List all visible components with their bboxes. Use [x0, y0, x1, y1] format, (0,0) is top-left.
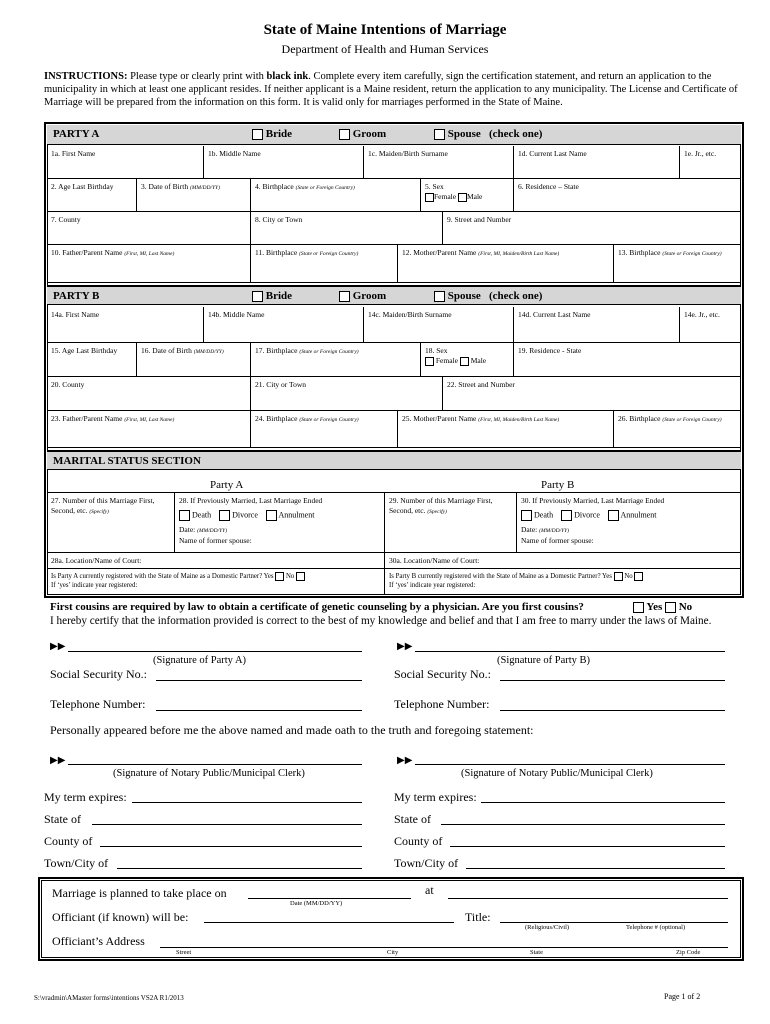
field-5-label: 5. Sex — [425, 182, 444, 191]
party-b-phone-label: Telephone Number: — [394, 697, 490, 711]
dp-b-no-label: No — [624, 573, 633, 581]
field-10[interactable] — [47, 245, 251, 283]
field-7[interactable] — [47, 212, 251, 245]
notary-b-state-label: State of — [394, 812, 431, 826]
field-6[interactable] — [514, 179, 741, 212]
dp-a-yes-checkbox[interactable] — [275, 572, 284, 581]
page-title: State of Maine Intentions of Marriage — [263, 22, 507, 38]
notary-b-term-field[interactable] — [481, 802, 725, 803]
party-b-heading: PARTY B — [53, 290, 100, 302]
party-a-ssn-label: Social Security No.: — [50, 667, 147, 681]
field-30 — [517, 492, 741, 553]
officiant-title-field[interactable] — [500, 922, 728, 923]
party-a-spouse-checkbox[interactable] — [434, 129, 445, 140]
party-b-female-label: Female — [435, 356, 458, 365]
field-24-label: 24. Birthplace — [255, 414, 298, 423]
field-27-label: 27. Number of this Marriage First, Second, etc. — [51, 496, 155, 515]
arrow-icon: ▶▶ — [397, 641, 413, 652]
party-b-groom-checkbox[interactable] — [339, 291, 350, 302]
field-29[interactable] — [385, 492, 517, 553]
notary-a-signature-line[interactable] — [68, 764, 362, 765]
party-a-band — [47, 125, 741, 145]
arrow-icon: ▶▶ — [397, 755, 413, 766]
party-b-death-checkbox[interactable] — [521, 510, 532, 521]
field-19[interactable] — [514, 343, 741, 377]
notary-a-term-label: My term expires: — [44, 790, 127, 804]
field-19-label: 19. Residence - State — [518, 346, 582, 355]
planned-location-field[interactable] — [448, 898, 728, 899]
field-21-label: 21. City or Town — [255, 380, 307, 389]
notary-a-town-field[interactable] — [117, 868, 362, 869]
field-1e[interactable] — [680, 146, 741, 179]
field-1d[interactable] — [514, 146, 680, 179]
field-21[interactable] — [251, 377, 443, 411]
field-14b-label: 14b. Middle Name — [208, 310, 265, 319]
field-24[interactable] — [251, 411, 398, 448]
field-25-hint: (First, MI, Maiden/Birth Last Name) — [478, 417, 560, 423]
party-b-groom-label: Groom — [352, 290, 387, 302]
cousins-no-label: No — [678, 601, 693, 613]
notary-b-term-label: My term expires: — [394, 790, 477, 804]
officiant-title-label: Title: — [465, 910, 491, 924]
instructions-text-2: . Complete every item carefully, sign the certification statement, and return an application to the municipality in which at least one applicant resides. If neither applicant is a Maine resident, return the application to any municipality. The License and Certificate of Marriage will be prepared from the information on this form. It is valid only for marriages performed in the State of Maine. — [44, 71, 738, 108]
field-16-hint: (MM/DD/YY) — [193, 349, 224, 355]
certification-statement: I hereby certify that the information provided is correct to the best of my knowledge and belief and that I am free to marry under the laws of Maine. — [50, 615, 712, 627]
field-14d[interactable] — [514, 307, 680, 343]
notary-a-county-label: County of — [44, 834, 93, 848]
party-a-bride-checkbox[interactable] — [252, 129, 263, 140]
field-4-label: 4. Birthplace — [255, 182, 294, 191]
field-23[interactable] — [47, 411, 251, 448]
planned-date-hint: Date (MM/DD/YY) — [290, 900, 343, 907]
party-b-death-label: Death — [534, 510, 554, 520]
field-12-hint: (First, MI, Maiden/Birth Last Name) — [478, 251, 560, 257]
domestic-partner-a — [47, 569, 385, 595]
party-b-signature-label: (Signature of Party B) — [497, 655, 591, 666]
party-b-ssn-label: Social Security No.: — [394, 667, 491, 681]
party-b-date-label: Date: — [521, 525, 538, 534]
party-a-phone-field[interactable] — [156, 710, 362, 711]
page-subtitle: Department of Health and Human Services — [281, 42, 489, 56]
party-b-signature-line[interactable] — [415, 651, 725, 652]
party-b-male-checkbox[interactable] — [460, 357, 469, 366]
notary-a-town-label: Town/City of — [44, 856, 109, 870]
notary-b-signature-line[interactable] — [415, 764, 725, 765]
party-b-date-hint: (MM/DD/YY) — [539, 528, 570, 534]
field-24-hint: (State or Foreign Country) — [299, 417, 359, 423]
party-a-male-label: Male — [466, 192, 483, 201]
field-30-label: 30. If Previously Married, Last Marriage Ended — [521, 496, 665, 505]
field-25[interactable] — [398, 411, 614, 448]
field-14b[interactable] — [204, 307, 364, 343]
party-a-female-label: Female — [434, 192, 457, 201]
notary-a-signature-label: (Signature of Notary Public/Municipal Clerk) — [113, 768, 305, 779]
field-12[interactable] — [398, 245, 614, 283]
planned-at-label: at — [425, 883, 434, 897]
notary-a-term-field[interactable] — [132, 802, 362, 803]
field-1e-label: 1e. Jr., etc. — [684, 149, 717, 158]
field-3-hint: (MM/DD/YY) — [189, 185, 220, 191]
notary-a-state-label: State of — [44, 812, 81, 826]
officiant-address-field[interactable] — [160, 947, 728, 948]
field-17-hint: (State or Foreign Country) — [299, 349, 359, 355]
party-b-spouse-label: Spouse (check one) — [447, 290, 543, 302]
field-23-hint: (First, MI, Last Name) — [124, 417, 175, 423]
party-a-heading: PARTY A — [53, 128, 100, 140]
party-b-bride-checkbox[interactable] — [252, 291, 263, 302]
oath-statement: Personally appeared before me the above named and made oath to the truth and foregoing statement: — [50, 723, 534, 737]
dp-b-no-checkbox[interactable] — [634, 572, 643, 581]
field-11-hint: (State or Foreign Country) — [299, 251, 359, 257]
field-3[interactable] — [137, 179, 251, 212]
dp-a-question: Is Party A currently registered with the State of Maine as a Domestic Partner? Yes — [51, 573, 274, 581]
party-a-death-label: Death — [192, 510, 212, 520]
instructions — [44, 70, 744, 109]
party-b-ssn-field[interactable] — [500, 680, 725, 681]
field-13-hint: (State or Foreign Country) — [662, 251, 722, 257]
cousins-yes-label: Yes — [646, 601, 663, 613]
field-29-hint: (Specify) — [427, 509, 447, 515]
domestic-partner-b — [385, 569, 741, 595]
dp-b-question: Is Party B currently registered with the State of Maine as a Domestic Partner? Yes — [389, 573, 612, 581]
notary-b-state-field[interactable] — [441, 824, 725, 825]
field-12-label: 12. Mother/Parent Name — [402, 248, 477, 257]
notary-b-county-label: County of — [394, 834, 443, 848]
party-a-date-label: Date: — [179, 525, 196, 534]
planned-date-field[interactable] — [248, 898, 411, 899]
party-b-male-label: Male — [470, 356, 487, 365]
party-b-divorce-label: Divorce — [574, 510, 600, 520]
field-27[interactable] — [47, 492, 175, 553]
party-a-ssn-field[interactable] — [156, 680, 362, 681]
officiant-name-field[interactable] — [204, 922, 454, 923]
field-14d-label: 14d. Current Last Name — [518, 310, 591, 319]
party-b-former-spouse-label: Name of former spouse: — [521, 536, 594, 545]
party-a-female-checkbox[interactable] — [425, 193, 434, 202]
field-28a-label: 28a. Location/Name of Court: — [51, 556, 142, 565]
field-29-label: 29. Number of this Marriage First, Second, etc. — [389, 496, 493, 515]
field-18-label: 18. Sex — [425, 346, 448, 355]
officiant-tel-hint: Telephone # (optional) — [626, 924, 686, 931]
field-10-hint: (First, MI, Last Name) — [124, 251, 175, 257]
notary-b-county-field[interactable] — [450, 846, 725, 847]
party-a-annulment-label: Annulment — [278, 510, 315, 520]
party-a-former-spouse-label: Name of former spouse: — [179, 536, 252, 545]
cousins-yes-checkbox[interactable] — [633, 602, 644, 613]
field-1c[interactable] — [364, 146, 514, 179]
field-14a-label: 14a. First Name — [51, 310, 100, 319]
party-a-signature-label: (Signature of Party A) — [153, 655, 247, 666]
field-2[interactable] — [47, 179, 137, 212]
notary-b-signature-label: (Signature of Notary Public/Municipal Clerk) — [461, 768, 653, 779]
field-28a[interactable] — [47, 553, 385, 569]
field-6-label: 6. Residence – State — [518, 182, 579, 191]
field-14a[interactable] — [47, 307, 204, 343]
field-28-label: 28. If Previously Married, Last Marriage Ended — [179, 496, 323, 505]
field-8[interactable] — [251, 212, 443, 245]
officiant-address-label: Officiant’s Address — [52, 934, 145, 948]
field-11-label: 11. Birthplace — [255, 248, 298, 257]
field-25-label: 25. Mother/Parent Name — [402, 414, 477, 423]
party-a-groom-label: Groom — [352, 128, 387, 140]
field-9[interactable] — [443, 212, 741, 245]
field-14c[interactable] — [364, 307, 514, 343]
party-a-date-hint: (MM/DD/YY) — [197, 528, 228, 534]
instructions-text-1: Please type or clearly print with — [127, 71, 267, 82]
party-b-bride-label: Bride — [265, 290, 293, 302]
arrow-icon: ▶▶ — [50, 755, 66, 766]
field-15[interactable] — [47, 343, 137, 377]
dp-a-no-checkbox[interactable] — [296, 572, 305, 581]
party-b-spouse-checkbox[interactable] — [434, 291, 445, 302]
field-17[interactable] — [251, 343, 421, 377]
party-a-divorce-label: Divorce — [232, 510, 258, 520]
party-b-band — [47, 285, 741, 305]
field-15-label: 15. Age Last Birthday — [51, 346, 118, 355]
field-1b[interactable] — [204, 146, 364, 179]
field-13[interactable] — [614, 245, 741, 283]
field-4[interactable] — [251, 179, 421, 212]
notary-b-town-field[interactable] — [466, 868, 725, 869]
field-8-label: 8. City or Town — [255, 215, 303, 224]
field-13-label: 13. Birthplace — [618, 248, 661, 257]
dp-b-yes-checkbox[interactable] — [614, 572, 623, 581]
field-20[interactable] — [47, 377, 251, 411]
party-a-death-checkbox[interactable] — [179, 510, 190, 521]
dp-b-if-yes: If ‘yes’ indicate year registered: — [389, 582, 476, 590]
marital-party-b-label: Party B — [541, 479, 575, 491]
party-b-phone-field[interactable] — [500, 710, 725, 711]
party-b-annulment-checkbox[interactable] — [608, 510, 619, 521]
officiant-relig-hint: (Religious/Civil) — [525, 924, 570, 931]
address-city-hint: City — [387, 949, 399, 956]
field-17-label: 17. Birthplace — [255, 346, 298, 355]
party-a-divorce-checkbox[interactable] — [219, 510, 230, 521]
field-22-label: 22. Street and Number — [447, 380, 515, 389]
notary-a-state-field[interactable] — [92, 824, 362, 825]
field-14e-label: 14e. Jr., etc. — [684, 310, 720, 319]
party-a-male-checkbox[interactable] — [458, 193, 467, 202]
field-1c-label: 1c. Maiden/Birth Surname — [368, 149, 448, 158]
field-3-label: 3. Date of Birth — [141, 182, 189, 191]
instructions-label: INSTRUCTIONS: — [44, 71, 128, 82]
officiant-label: Officiant (if known) will be: — [52, 910, 189, 924]
footer-file-path: S:\vradmin\AMaster forms\intentions VS2A R1/2013 — [34, 994, 184, 1002]
field-1a-label: 1a. First Name — [51, 149, 96, 158]
party-a-phone-label: Telephone Number: — [50, 697, 146, 711]
instructions-bold: black ink — [266, 71, 309, 82]
marital-party-a-label: Party A — [210, 479, 244, 491]
field-14c-label: 14c. Maiden/Birth Surname — [368, 310, 452, 319]
field-14e[interactable] — [680, 307, 741, 343]
field-18 — [421, 343, 514, 377]
field-1b-label: 1b. Middle Name — [208, 149, 261, 158]
arrow-icon: ▶▶ — [50, 641, 66, 652]
field-20-label: 20. County — [51, 380, 85, 389]
field-1a[interactable] — [47, 146, 204, 179]
party-a-groom-checkbox[interactable] — [339, 129, 350, 140]
field-1d-label: 1d. Current Last Name — [518, 149, 587, 158]
notary-b-town-label: Town/City of — [394, 856, 459, 870]
party-a-spouse-label: Spouse (check one) — [447, 128, 543, 140]
cousins-no-checkbox[interactable] — [665, 602, 676, 613]
field-28 — [175, 492, 385, 553]
field-22[interactable] — [443, 377, 741, 411]
footer-page-number: Page 1 of 2 — [664, 992, 701, 1001]
planned-date-label: Marriage is planned to take place on — [52, 886, 227, 900]
field-27-hint: (Specify) — [89, 509, 109, 515]
party-a-bride-label: Bride — [265, 128, 293, 140]
dp-a-if-yes: If ‘yes’ indicate year registered: — [51, 582, 138, 590]
marital-heading: MARITAL STATUS SECTION — [53, 455, 201, 467]
field-26[interactable] — [614, 411, 741, 448]
address-state-hint: State — [530, 949, 543, 956]
address-zip-hint: Zip Code — [676, 949, 701, 956]
party-b-annulment-label: Annulment — [620, 510, 657, 520]
field-26-label: 26. Birthplace — [618, 414, 661, 423]
party-b-female-checkbox[interactable] — [425, 357, 434, 366]
field-9-label: 9. Street and Number — [447, 215, 512, 224]
party-a-annulment-checkbox[interactable] — [266, 510, 277, 521]
party-b-divorce-checkbox[interactable] — [561, 510, 572, 521]
field-16[interactable] — [137, 343, 251, 377]
cousins-question: First cousins are required by law to obtain a certificate of genetic counseling by a physician. Are you first cousins? — [50, 601, 584, 613]
dp-a-no-label: No — [285, 573, 295, 581]
address-street-hint: Street — [176, 949, 192, 956]
field-30a-label: 30a. Location/Name of Court: — [389, 556, 480, 565]
field-4-hint: (State or Foreign Country) — [295, 185, 355, 191]
field-7-label: 7. County — [51, 215, 81, 224]
field-2-label: 2. Age Last Birthday — [51, 182, 114, 191]
field-23-label: 23. Father/Parent Name — [51, 414, 123, 423]
field-26-hint: (State or Foreign Country) — [662, 417, 722, 423]
marital-band — [47, 450, 741, 470]
field-10-label: 10. Father/Parent Name — [51, 248, 123, 257]
field-11[interactable] — [251, 245, 398, 283]
field-16-label: 16. Date of Birth — [141, 346, 192, 355]
field-5 — [421, 179, 514, 212]
notary-a-county-field[interactable] — [100, 846, 362, 847]
field-30a[interactable] — [385, 553, 741, 569]
party-a-signature-line[interactable] — [68, 651, 362, 652]
